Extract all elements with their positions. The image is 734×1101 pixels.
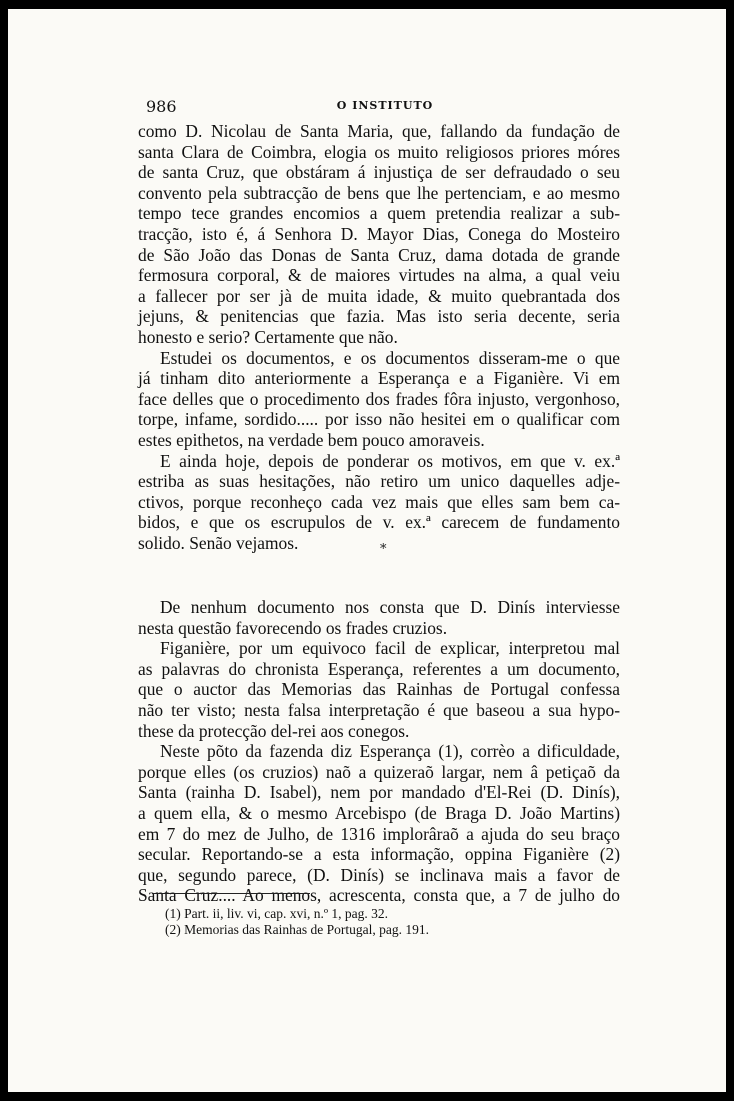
text-line: fermosura corporal, & de maiores virtudes na alma, a qual veiu (138, 265, 620, 286)
text-line: ctivos, porque reconheço cada vez mais que elles sam bem ca- (138, 491, 620, 512)
text-line: santa Clara de Coimbra, elogia os muito religiosos priores móres (138, 141, 620, 162)
text-line: solido. Senão vejamos. (138, 532, 299, 553)
text-line: Santa Cruz.... Ao menos, acrescenta, consta que, a 7 de julho do (138, 885, 620, 906)
footnote-1: (1) Part. ii, liv. vi, cap. xvi, n.º 1, pag. 32. (165, 906, 389, 921)
text-line: como D. Nicolau de Santa Maria, que, fallando da fundação de (138, 121, 620, 141)
text-line: these da protecção del-rei aos conegos. (138, 720, 410, 741)
text-line: em 7 do mez de Julho, de 1316 implorâraõ a ajuda do seu braço (138, 823, 620, 844)
text-line: de santa Cruz, que obstáram á injustiça de ser defraudado o seu (138, 162, 620, 183)
text-line: secular. Reportando-se a esta informação, oppina Figanière (2) (138, 844, 620, 865)
page-number: 986 (146, 97, 177, 116)
text-line: as palavras do chronista Esperança, referentes a um documento, (138, 658, 620, 679)
text-line: porque elles (os cruzios) naõ a quizeraõ largar, nem â petiçaõ da (138, 761, 620, 782)
text-line: a fallecer por ser jà de muita idade, & muito quebrantada dos (138, 285, 620, 306)
text-line: de São João das Donas de Santa Cruz, dama dotada de grande (138, 244, 620, 265)
text-line: que o auctor das Memorias das Rainhas de Portugal confessa (138, 679, 620, 700)
text-line: jejuns, & penitencias que fazia. Mas isto seria decente, seria (138, 306, 620, 327)
text-line: Figanière, por um equivoco facil de explicar, interpretou mal (160, 638, 620, 659)
footnote-rule (152, 893, 310, 894)
text-line: estes epithetos, na verdade bem pouco amoraveis. (138, 429, 485, 450)
body-text-section-1 (138, 121, 620, 553)
text-line: Santa (rainha D. Isabel), nem por mandado d'El-Rei (D. Dinís), (138, 782, 620, 803)
text-line: já tinham dito anteriormente a Esperança e a Figanière. Vi em (138, 368, 620, 389)
footnotes (165, 906, 429, 938)
text-line: a quem ella, & o mesmo Arcebispo (de Braga D. João Martins) (138, 802, 620, 823)
text-line: não ter visto; nesta falsa interpretação é que baseou a sua hypo- (138, 699, 620, 720)
text-line: que, segundo parece, (D. Dinís) se inclinava mais a favor de (138, 864, 620, 885)
running-title: O INSTITUTO (336, 99, 434, 112)
text-line: face delles que o procedimento dos frades fôra injusto, vergonhoso, (138, 388, 620, 409)
text-line: tracção, isto é, á Senhora D. Mayor Dias, Conega do Mosteiro (138, 223, 620, 244)
text-line: Neste põto da fazenda diz Esperança (1), corrèo a dificuldade, (160, 741, 620, 762)
text-line: tempo tece grandes encomios a quem pretendia realizar a sub- (138, 203, 620, 224)
text-line: bidos, e que os escrupulos de v. ex.ª carecem de fundamento (138, 512, 620, 533)
text-line: convento pela subtracção de bens que lhe pertenciam, e ao mesmo (138, 182, 620, 203)
text-line: torpe, infame, sordido..... por isso não hesitei em o qualificar com (138, 409, 620, 430)
footnote-2: (2) Memorias das Rainhas de Portugal, pag. 191. (165, 922, 429, 937)
text-line: honesto e serio? Certamente que não. (138, 326, 398, 347)
text-line: E ainda hoje, depois de ponderar os motivos, em que v. ex.ª (160, 450, 620, 471)
body-text-section-2 (138, 597, 620, 906)
text-line: De nenhum documento nos consta que D. Dinís interviesse (160, 597, 620, 617)
text-line: nesta questão favorecendo os frades cruzios. (138, 617, 448, 638)
page-header (146, 97, 624, 117)
section-separator: * (380, 542, 387, 557)
text-line: estriba as suas hesitações, não retiro um unico daquelles adje- (138, 471, 620, 492)
text-line: Estudei os documentos, e os documentos disseram-me o que (160, 347, 620, 368)
